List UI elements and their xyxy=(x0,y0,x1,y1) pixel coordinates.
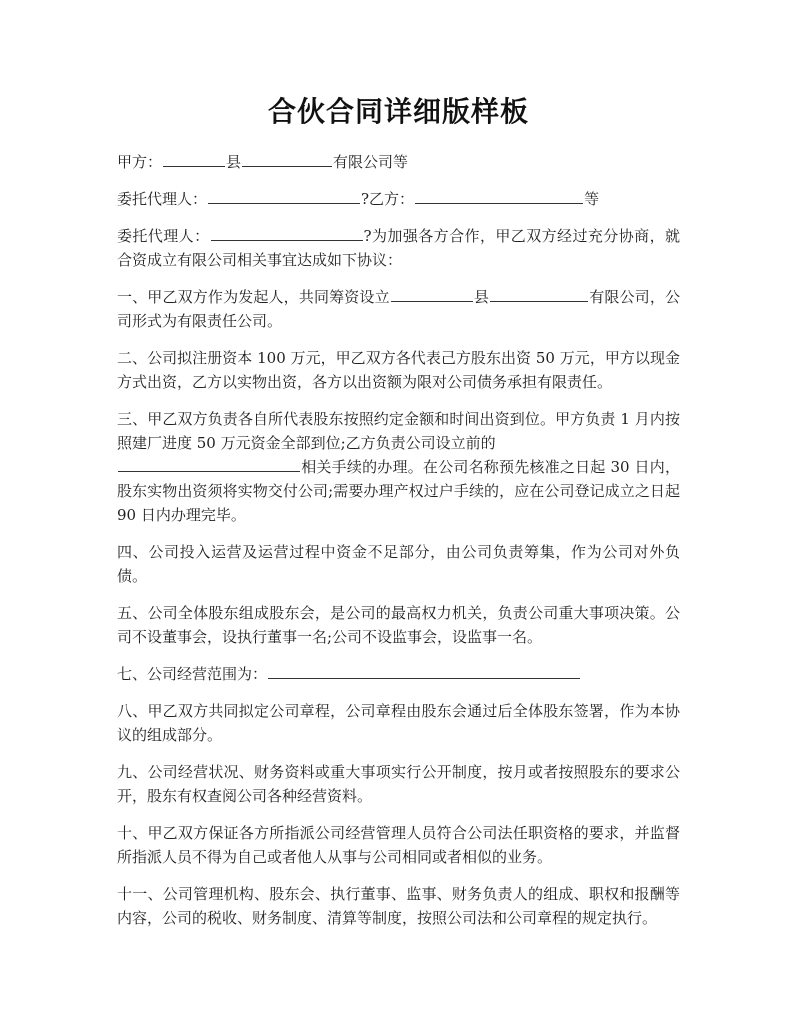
paragraph-party-a xyxy=(117,150,680,174)
blank-line xyxy=(490,285,588,302)
business-scope-label: 七、公司经营范围为： xyxy=(117,665,268,683)
blank-line xyxy=(118,455,300,472)
paragraph-article-8: 八、甲乙双方共同拟定公司章程，公司章程由股东会通过后全体股东签署，作为本协议的组成部分。 xyxy=(117,702,680,744)
company-suffix-text: 有限公司等 xyxy=(333,153,409,171)
party-b-label: ?乙方： xyxy=(361,190,415,208)
agent-label: 委托代理人： xyxy=(117,227,210,245)
blank-line xyxy=(391,285,473,302)
article-1-text-a: 一、甲乙双方作为发起人，共同筹资设立 xyxy=(117,288,390,306)
party-b-suffix-text: 等 xyxy=(584,190,600,208)
cooperation-intro-text: ?为加强各方合作，甲乙双方经过充分协商，就合资成立有限公司相关事宜达成如下协议： xyxy=(117,227,680,269)
blank-line xyxy=(208,187,360,204)
paragraph-agent-and-party-b xyxy=(117,187,680,211)
paragraph-article-1 xyxy=(117,285,680,333)
article-3-text-b: 相关手续的办理。在公司名称预先核准之日起 30 日内，股东实物出资须将实物交付公司;需要办理产权过户手续的，应在公司登记成立之日起 90 日内办理完毕。 xyxy=(117,458,680,524)
blank-line xyxy=(268,662,580,679)
article-1-text-b: 县 xyxy=(473,288,490,306)
paragraph-article-5: 五、公司全体股东组成股东会，是公司的最高权力机关，负责公司重大事项决策。公司不设董事会，设执行董事一名;公司不设监事会，设监事一名。 xyxy=(117,604,680,646)
blank-line xyxy=(211,224,363,241)
blank-line xyxy=(242,150,332,167)
article-1-text-c: 有限公司，公司形式为有限责任公司。 xyxy=(117,288,680,330)
paragraph-cooperation-intro xyxy=(117,224,680,272)
paragraph-article-7 xyxy=(117,662,680,686)
paragraph-article-10: 十、甲乙双方保证各方所指派公司经营管理人员符合公司法任职资格的要求，并监督所指派人员不得为自己或者他人从事与公司相同或者相似的业务。 xyxy=(117,824,680,866)
blank-line xyxy=(163,150,225,167)
paragraph-article-2: 二、公司拟注册资本 100 万元，甲乙双方各代表己方股东出资 50 万元，甲方以现金方式出资，乙方以实物出资，各方以出资额为限对公司债务承担有限责任。 xyxy=(117,349,680,391)
blank-line xyxy=(415,187,583,204)
article-3-text-a: 三、甲乙双方负责各自所代表股东按照约定金额和时间出资到位。甲方负责 1 月内按照建厂进度 50 万元资金全部到位;乙方负责公司设立前的 xyxy=(117,410,680,452)
party-a-label: 甲方： xyxy=(117,153,163,171)
paragraph-article-3 xyxy=(117,407,680,527)
paragraph-article-9: 九、公司经营状况、财务资料或重大事项实行公开制度，按月或者按照股东的要求公开，股东有权查阅公司各种经营资料。 xyxy=(117,763,680,805)
paragraph-article-4: 四、公司投入运营及运营过程中资金不足部分，由公司负责筹集，作为公司对外负债。 xyxy=(117,543,680,585)
county-text: 县 xyxy=(226,153,242,171)
agent-label: 委托代理人： xyxy=(117,190,208,208)
paragraph-article-11: 十一、公司管理机构、股东会、执行董事、监事、财务负责人的组成、职权和报酬等内容，公司的税收、财务制度、清算等制度，按照公司法和公司章程的规定执行。 xyxy=(117,885,680,927)
document-title: 合伙合同详细版样板 xyxy=(267,95,529,128)
